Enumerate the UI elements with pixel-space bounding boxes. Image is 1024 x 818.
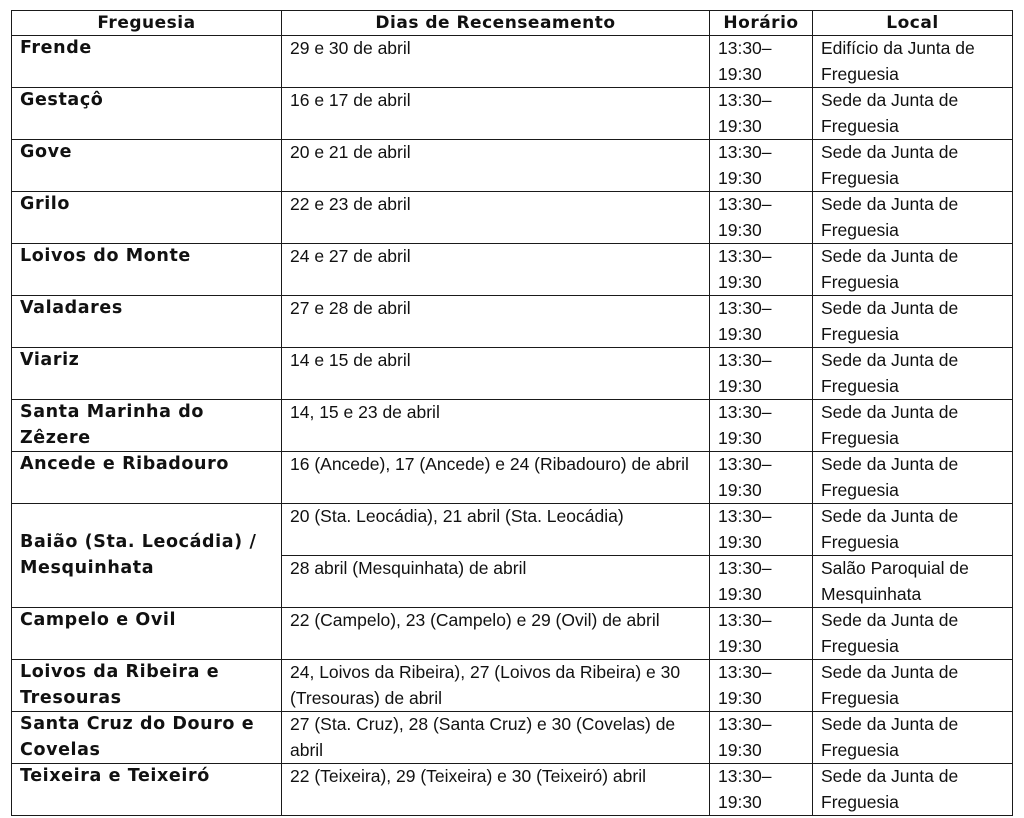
horario-cell: 13:30–19:30 [710,88,813,140]
horario-cell: 13:30–19:30 [710,712,813,764]
dias-cell: 29 e 30 de abril [282,36,710,88]
table-row [12,712,1013,764]
horario-cell: 13:30–19:30 [710,764,813,816]
dias-cell: 27 e 28 de abril [282,296,710,348]
local-cell: Sede da Junta de Freguesia [813,504,1013,556]
horario-cell: 13:30–19:30 [710,452,813,504]
table-row [12,608,1013,660]
freguesia-cell: Gestaçô [12,88,282,140]
freguesia-cell: Ancede e Ribadouro [12,452,282,504]
header-horario: Horário [710,11,813,36]
census-schedule-table [11,10,1013,816]
horario-cell: 13:30–19:30 [710,192,813,244]
freguesia-cell: Frende [12,36,282,88]
dias-cell: 27 (Sta. Cruz), 28 (Santa Cruz) e 30 (Covelas) de abril [282,712,710,764]
horario-cell: 13:30–19:30 [710,244,813,296]
dias-cell: 22 (Campelo), 23 (Campelo) e 29 (Ovil) de abril [282,608,710,660]
dias-cell: 22 (Teixeira), 29 (Teixeira) e 30 (Teixeiró) abril [282,764,710,816]
table-row [12,140,1013,192]
freguesia-cell: Campelo e Ovil [12,608,282,660]
dias-cell: 24, Loivos da Ribeira), 27 (Loivos da Ribeira) e 30 (Tresouras) de abril [282,660,710,712]
table-row [12,296,1013,348]
horario-cell: 13:30–19:30 [710,296,813,348]
dias-cell: 16 e 17 de abril [282,88,710,140]
local-cell: Sede da Junta de Freguesia [813,764,1013,816]
header-local: Local [813,11,1013,36]
local-cell: Sede da Junta de Freguesia [813,296,1013,348]
local-cell: Edifício da Junta de Freguesia [813,36,1013,88]
horario-cell: 13:30–19:30 [710,608,813,660]
table-row [12,36,1013,88]
horario-cell: 13:30–19:30 [710,660,813,712]
dias-cell: 24 e 27 de abril [282,244,710,296]
header-row [12,11,1013,36]
dias-cell: 20 e 21 de abril [282,140,710,192]
freguesia-cell: Baião (Sta. Leocádia) / Mesquinhata [12,504,282,608]
local-cell: Sede da Junta de Freguesia [813,400,1013,452]
table-row [12,452,1013,504]
freguesia-cell: Loivos do Monte [12,244,282,296]
freguesia-cell: Gove [12,140,282,192]
local-cell: Sede da Junta de Freguesia [813,712,1013,764]
local-cell: Salão Paroquial de Mesquinhata [813,556,1013,608]
freguesia-cell: Valadares [12,296,282,348]
dias-cell: 14 e 15 de abril [282,348,710,400]
local-cell: Sede da Junta de Freguesia [813,140,1013,192]
freguesia-cell: Santa Cruz do Douro e Covelas [12,712,282,764]
horario-cell: 13:30–19:30 [710,36,813,88]
horario-cell: 13:30–19:30 [710,348,813,400]
freguesia-cell: Santa Marinha do Zêzere [12,400,282,452]
table-row [12,764,1013,816]
table-row [12,348,1013,400]
dias-cell: 28 abril (Mesquinhata) de abril [282,556,710,608]
table-row [12,244,1013,296]
freguesia-cell: Teixeira e Teixeiró [12,764,282,816]
local-cell: Sede da Junta de Freguesia [813,608,1013,660]
horario-cell: 13:30–19:30 [710,140,813,192]
table-row [12,660,1013,712]
local-cell: Sede da Junta de Freguesia [813,452,1013,504]
header-freguesia: Freguesia [12,11,282,36]
freguesia-cell: Viariz [12,348,282,400]
table-row [12,192,1013,244]
table-row [12,88,1013,140]
horario-cell: 13:30–19:30 [710,556,813,608]
local-cell: Sede da Junta de Freguesia [813,192,1013,244]
horario-cell: 13:30–19:30 [710,504,813,556]
local-cell: Sede da Junta de Freguesia [813,88,1013,140]
dias-cell: 14, 15 e 23 de abril [282,400,710,452]
dias-cell: 16 (Ancede), 17 (Ancede) e 24 (Ribadouro) de abril [282,452,710,504]
dias-cell: 22 e 23 de abril [282,192,710,244]
dias-cell: 20 (Sta. Leocádia), 21 abril (Sta. Leocádia) [282,504,710,556]
freguesia-cell: Loivos da Ribeira e Tresouras [12,660,282,712]
table-row [12,400,1013,452]
header-dias: Dias de Recenseamento [282,11,710,36]
local-cell: Sede da Junta de Freguesia [813,348,1013,400]
table-row [12,504,1013,556]
freguesia-cell: Grilo [12,192,282,244]
local-cell: Sede da Junta de Freguesia [813,244,1013,296]
horario-cell: 13:30–19:30 [710,400,813,452]
local-cell: Sede da Junta de Freguesia [813,660,1013,712]
